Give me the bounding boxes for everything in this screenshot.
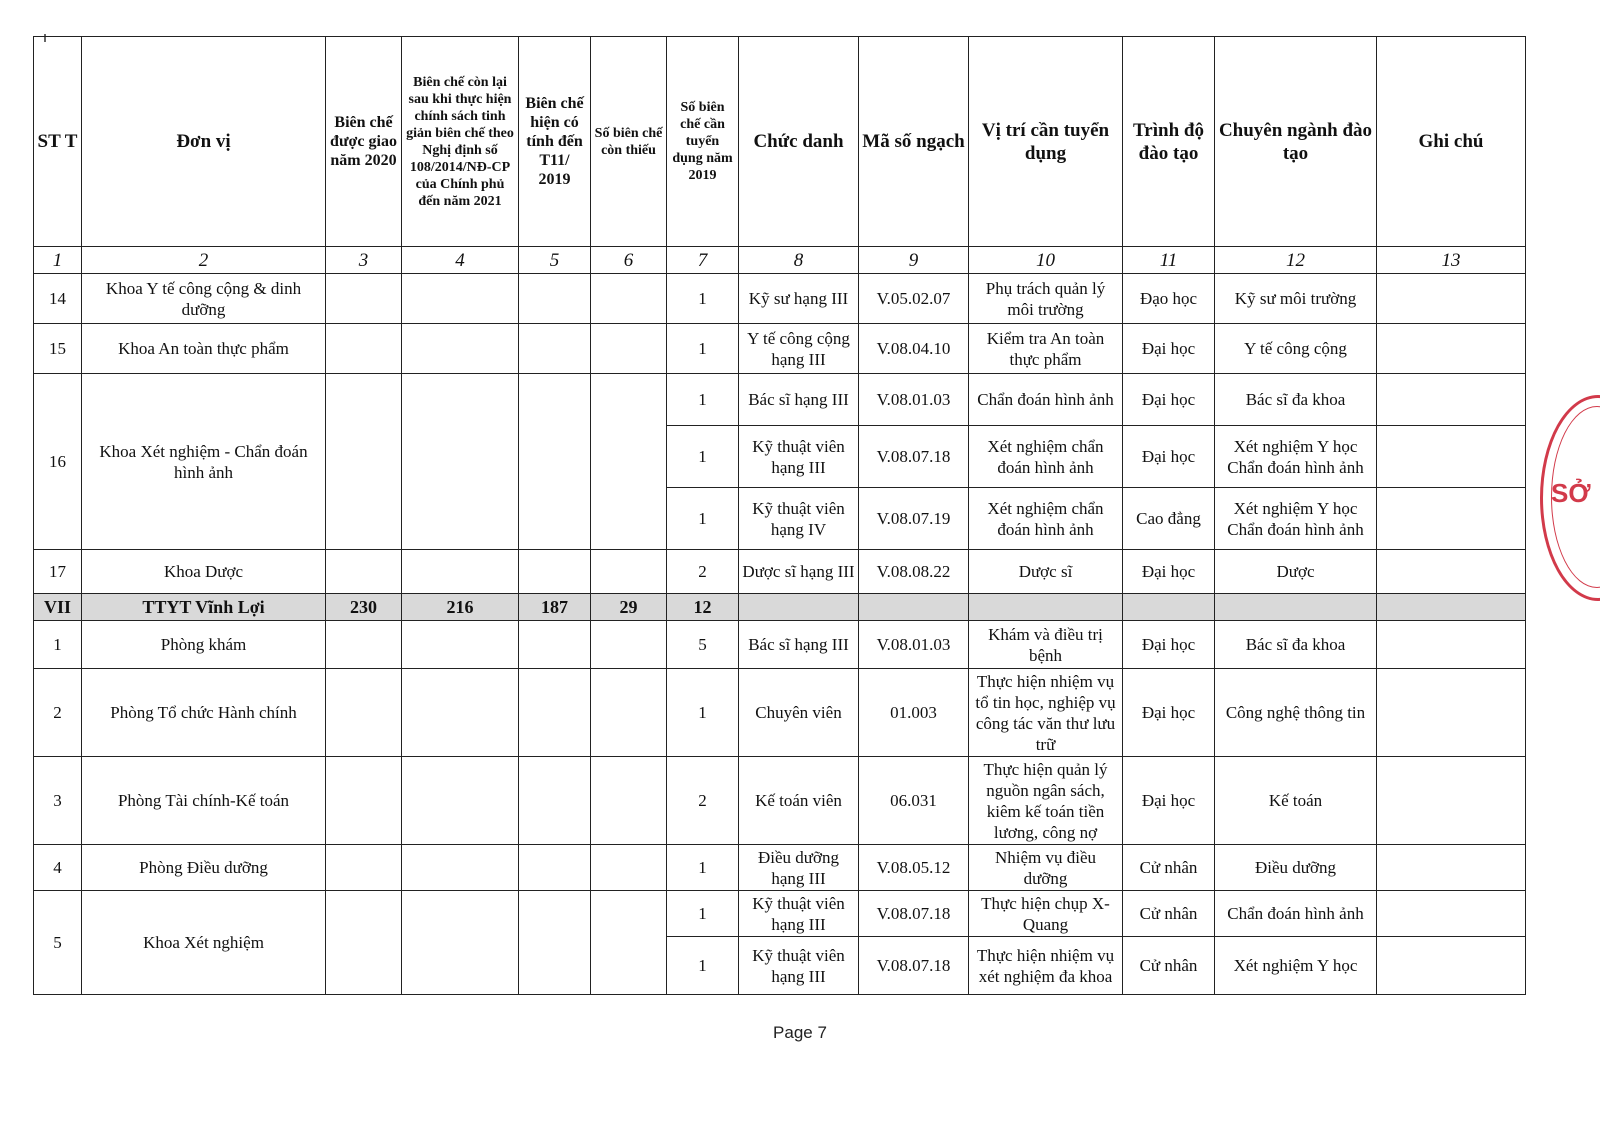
table-row [34,845,1526,891]
row-chuyen-nganh: Kế toán [1215,757,1377,845]
row-ma-so: V.05.02.07 [859,274,969,324]
row-stt: 3 [34,757,82,845]
row-so-can-tuyen: 1 [667,669,739,757]
group-bien-che-con-lai: 216 [402,594,519,621]
header-bien-che-con-lai: Biên chế còn lại sau khi thực hiện chính sách tinh giản biên chế theo Nghị định số 108/2014/NĐ-CP của Chính phủ đến năm 2021 [402,37,519,247]
row-trinh-do: Đạo học [1123,274,1215,324]
row-stt: 14 [34,274,82,324]
row-stt: 4 [34,845,82,891]
empty-cell [591,550,667,594]
row-chuyen-nganh: Dược [1215,550,1377,594]
empty-cell [519,274,591,324]
group-bien-che-giao: 230 [326,594,402,621]
row-stt: 17 [34,550,82,594]
table-row [34,550,1526,594]
group-row [34,594,1526,621]
row-chuyen-nganh: Công nghệ thông tin [1215,669,1377,757]
row-vi-tri: Khám và điều trị bệnh [969,621,1123,669]
row-ma-so: V.08.07.18 [859,937,969,995]
header-row [34,37,1526,247]
row-ghi-chu [1377,669,1526,757]
row-don-vi: Khoa Xét nghiệm - Chẩn đoán hình ảnh [82,374,326,550]
header-chuyen-nganh: Chuyên ngành đào tạo [1215,37,1377,247]
row-ghi-chu [1377,426,1526,488]
column-number: 8 [739,247,859,274]
row-ma-so: V.08.05.12 [859,845,969,891]
empty-cell [1123,594,1215,621]
header-chuc-danh: Chức danh [739,37,859,247]
row-vi-tri: Thực hiện nhiệm vụ xét nghiệm đa khoa [969,937,1123,995]
empty-cell [591,757,667,845]
empty-cell [519,669,591,757]
header-vi-tri: Vị trí cần tuyển dụng [969,37,1123,247]
row-trinh-do: Đại học [1123,324,1215,374]
row-ghi-chu [1377,757,1526,845]
page-number: Page 7 [773,1023,827,1042]
empty-cell [326,669,402,757]
row-chuyen-nganh: Bác sĩ đa khoa [1215,374,1377,426]
empty-cell [591,845,667,891]
row-vi-tri: Thực hiện nhiệm vụ tổ tin học, nghiệp vụ công tác văn thư lưu trữ [969,669,1123,757]
row-so-can-tuyen: 1 [667,845,739,891]
row-don-vi: Khoa Xét nghiệm [82,891,326,995]
row-so-can-tuyen: 1 [667,374,739,426]
header-trinh-do: Trình độ đào tạo [1123,37,1215,247]
row-trinh-do: Đại học [1123,757,1215,845]
empty-cell [519,324,591,374]
row-chuyen-nganh: Xét nghiệm Y học Chẩn đoán hình ảnh [1215,488,1377,550]
row-chuc-danh: Bác sĩ hạng III [739,621,859,669]
empty-cell [326,845,402,891]
row-trinh-do: Cử nhân [1123,937,1215,995]
group-can-tuyen: 12 [667,594,739,621]
row-ghi-chu [1377,274,1526,324]
empty-cell [519,374,591,550]
row-ma-so: 06.031 [859,757,969,845]
empty-cell [591,374,667,550]
header-so-can-tuyen: Số biên chế cần tuyển dụng năm 2019 [667,37,739,247]
header-stt: ST T [34,37,82,247]
empty-cell [519,845,591,891]
row-ghi-chu [1377,937,1526,995]
row-chuc-danh: Chuyên viên [739,669,859,757]
group-thieu: 29 [591,594,667,621]
row-ma-so: V.08.01.03 [859,374,969,426]
row-vi-tri: Xét nghiệm chẩn đoán hình ảnh [969,426,1123,488]
row-chuc-danh: Dược sĩ hạng III [739,550,859,594]
row-chuyen-nganh: Xét nghiệm Y học Chẩn đoán hình ảnh [1215,426,1377,488]
empty-cell [591,669,667,757]
group-bien-che-hien-co: 187 [519,594,591,621]
empty-cell [591,324,667,374]
header-ma-so-ngach: Mã số ngạch [859,37,969,247]
row-ma-so: V.08.08.22 [859,550,969,594]
row-so-can-tuyen: 1 [667,937,739,995]
row-vi-tri: Chẩn đoán hình ảnh [969,374,1123,426]
empty-cell [326,757,402,845]
row-chuyen-nganh: Kỹ sư môi trường [1215,274,1377,324]
table-row [34,891,1526,937]
table-row [34,621,1526,669]
row-chuc-danh: Kỹ thuật viên hạng III [739,937,859,995]
column-number: 1 [34,247,82,274]
empty-cell [591,621,667,669]
row-don-vi: Khoa Dược [82,550,326,594]
row-chuyen-nganh: Bác sĩ đa khoa [1215,621,1377,669]
row-ghi-chu [1377,621,1526,669]
header-bien-che-hien-co: Biên chế hiện có tính đến T11/ 2019 [519,37,591,247]
table-row [34,669,1526,757]
row-so-can-tuyen: 5 [667,621,739,669]
empty-cell [519,757,591,845]
empty-cell [326,324,402,374]
column-number: 2 [82,247,326,274]
empty-cell [859,594,969,621]
empty-cell [519,891,591,995]
row-chuc-danh: Kỹ sư hạng III [739,274,859,324]
group-stt: VII [34,594,82,621]
row-so-can-tuyen: 1 [667,488,739,550]
column-number: 4 [402,247,519,274]
header-don-vi: Đơn vị [82,37,326,247]
row-trinh-do: Đại học [1123,426,1215,488]
row-don-vi: Phòng Tài chính-Kế toán [82,757,326,845]
row-stt: 5 [34,891,82,995]
row-ghi-chu [1377,845,1526,891]
empty-cell [1377,594,1526,621]
row-chuc-danh: Kỹ thuật viên hạng IV [739,488,859,550]
row-don-vi: Phòng khám [82,621,326,669]
column-number: 9 [859,247,969,274]
column-number-row [34,247,1526,274]
row-don-vi: Khoa Y tế công cộng & dinh dưỡng [82,274,326,324]
row-so-can-tuyen: 1 [667,324,739,374]
row-vi-tri: Thực hiện chụp X-Quang [969,891,1123,937]
row-ma-so: V.08.04.10 [859,324,969,374]
empty-cell [402,621,519,669]
empty-cell [519,621,591,669]
empty-cell [402,324,519,374]
empty-cell [402,374,519,550]
row-chuc-danh: Y tế công cộng hạng III [739,324,859,374]
row-chuc-danh: Kế toán viên [739,757,859,845]
row-so-can-tuyen: 1 [667,274,739,324]
empty-cell [402,891,519,995]
column-number: 12 [1215,247,1377,274]
row-trinh-do: Cử nhân [1123,845,1215,891]
empty-cell [326,374,402,550]
column-number: 11 [1123,247,1215,274]
column-number: 3 [326,247,402,274]
row-chuc-danh: Điều dưỡng hạng III [739,845,859,891]
empty-cell [326,550,402,594]
official-seal [1540,395,1600,601]
empty-cell [402,274,519,324]
row-trinh-do: Đại học [1123,550,1215,594]
header-so-bien-che-thieu: Số biên chế còn thiếu [591,37,667,247]
row-chuyen-nganh: Y tế công cộng [1215,324,1377,374]
staffing-table [33,36,1526,995]
row-ghi-chu [1377,550,1526,594]
row-stt: 15 [34,324,82,374]
row-ma-so: 01.003 [859,669,969,757]
header-bien-che-giao: Biên chế được giao năm 2020 [326,37,402,247]
row-stt: 2 [34,669,82,757]
row-chuyen-nganh: Chẩn đoán hình ảnh [1215,891,1377,937]
row-vi-tri: Kiểm tra An toàn thực phẩm [969,324,1123,374]
row-chuc-danh: Kỹ thuật viên hạng III [739,426,859,488]
row-trinh-do: Cao đẳng [1123,488,1215,550]
empty-cell [739,594,859,621]
row-vi-tri: Phụ trách quản lý môi trường [969,274,1123,324]
row-ghi-chu [1377,488,1526,550]
row-ma-so: V.08.07.18 [859,891,969,937]
row-chuyen-nganh: Xét nghiệm Y học [1215,937,1377,995]
column-number: 10 [969,247,1123,274]
empty-cell [591,891,667,995]
row-ghi-chu [1377,324,1526,374]
row-ghi-chu [1377,891,1526,937]
row-ma-so: V.08.07.18 [859,426,969,488]
row-don-vi: Phòng Điều dưỡng [82,845,326,891]
row-chuyen-nganh: Điều dưỡng [1215,845,1377,891]
row-stt: 1 [34,621,82,669]
row-so-can-tuyen: 2 [667,550,739,594]
column-number: 5 [519,247,591,274]
row-chuc-danh: Bác sĩ hạng III [739,374,859,426]
table-row [34,274,1526,324]
empty-cell [402,550,519,594]
column-number: 6 [591,247,667,274]
empty-cell [591,274,667,324]
empty-cell [1215,594,1377,621]
empty-cell [326,891,402,995]
row-don-vi: Khoa An toàn thực phẩm [82,324,326,374]
empty-cell [326,621,402,669]
row-ghi-chu [1377,374,1526,426]
table-row [34,374,1526,426]
column-number: 7 [667,247,739,274]
row-trinh-do: Đại học [1123,374,1215,426]
table-row [34,324,1526,374]
row-so-can-tuyen: 2 [667,757,739,845]
row-so-can-tuyen: 1 [667,426,739,488]
row-so-can-tuyen: 1 [667,891,739,937]
row-stt: 16 [34,374,82,550]
empty-cell [519,550,591,594]
empty-cell [402,669,519,757]
empty-cell [402,757,519,845]
row-ma-so: V.08.01.03 [859,621,969,669]
group-don-vi: TTYT Vĩnh Lợi [82,594,326,621]
row-vi-tri: Xét nghiệm chẩn đoán hình ảnh [969,488,1123,550]
row-ma-so: V.08.07.19 [859,488,969,550]
row-trinh-do: Đại học [1123,621,1215,669]
empty-cell [326,274,402,324]
empty-cell [969,594,1123,621]
row-chuc-danh: Kỹ thuật viên hạng III [739,891,859,937]
seal-text: SỞ [1551,478,1591,508]
row-trinh-do: Cử nhân [1123,891,1215,937]
row-vi-tri: Thực hiện quản lý nguồn ngân sách, kiêm kế toán tiền lương, công nợ [969,757,1123,845]
empty-cell [402,845,519,891]
row-don-vi: Phòng Tổ chức Hành chính [82,669,326,757]
column-number: 13 [1377,247,1526,274]
row-trinh-do: Đại học [1123,669,1215,757]
staffing-table-page [33,36,1525,995]
row-vi-tri: Dược sĩ [969,550,1123,594]
header-ghi-chu: Ghi chú [1377,37,1526,247]
row-vi-tri: Nhiệm vụ điều dưỡng [969,845,1123,891]
table-row [34,757,1526,845]
